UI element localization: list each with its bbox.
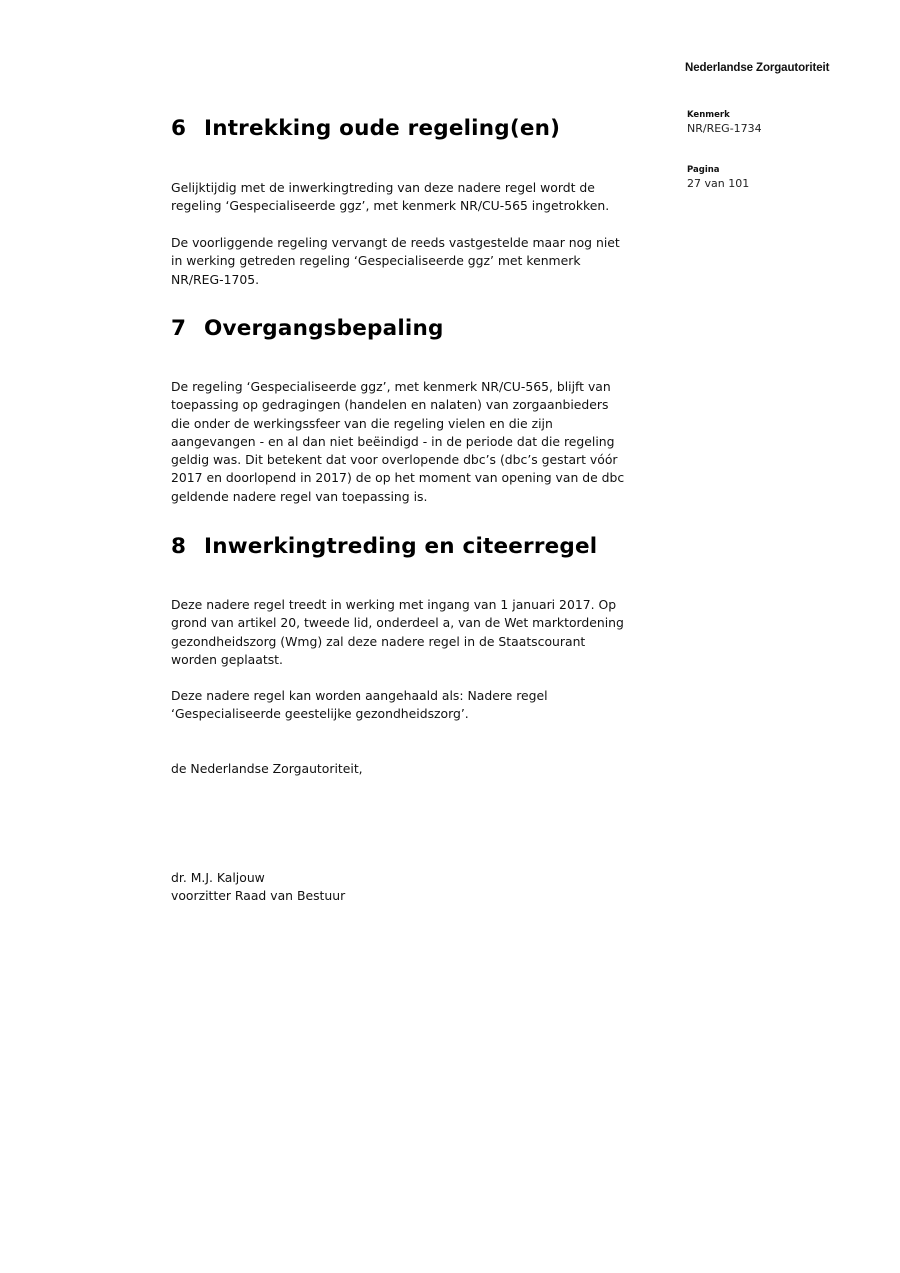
text-line: de Nederlandse Zorgautoriteit, <box>171 761 363 776</box>
signature-authority <box>171 760 691 778</box>
text-line: ‘Gespecialiseerde geestelijke gezondheidszorg’. <box>171 706 469 722</box>
signature-block <box>171 869 691 906</box>
text-line: NR/REG-1705. <box>171 271 260 287</box>
section-heading-7 <box>171 316 444 341</box>
text-line: De regeling ‘Gespecialiseerde ggz’, met kenmerk NR/CU-565, blijft van <box>171 379 611 394</box>
section-heading-6 <box>171 116 560 141</box>
signatory-role: voorzitter Raad van Bestuur <box>171 888 346 904</box>
text-line: die onder de werkingssfeer van die regeling vielen en die zijn <box>171 415 553 431</box>
text-line: gezondheidszorg (Wmg) zal deze nadere regel in de Staatscourant <box>171 633 586 649</box>
section-number: 7 <box>171 316 187 341</box>
pagina-block <box>687 165 749 190</box>
text-line: worden geplaatst. <box>171 651 283 667</box>
text-line: 2017 en doorlopend in 2017) de op het moment van opening van de dbc <box>171 470 625 486</box>
text-line: Gelijktijdig met de inwerkingtreding van deze nadere regel wordt de <box>171 180 595 195</box>
paragraph <box>171 687 691 724</box>
signatory-name: dr. M.J. Kaljouw <box>171 870 265 885</box>
text-line: Deze nadere regel kan worden aangehaald als: Nadere regel <box>171 688 548 703</box>
kenmerk-value: NR/REG-1734 <box>687 122 762 135</box>
section-heading-8 <box>171 534 597 559</box>
paragraph <box>171 179 691 216</box>
pagina-label: Pagina <box>687 165 720 175</box>
paragraph <box>171 234 691 289</box>
section-number: 6 <box>171 116 187 141</box>
pagina-value: 27 van 101 <box>687 177 750 190</box>
text-line: toepassing op gedragingen (handelen en nalaten) van zorgaanbieders <box>171 397 609 413</box>
text-line: aangevangen - en al dan niet beëindigd - in de periode dat die regeling <box>171 433 615 449</box>
section-title: Intrekking oude regeling(en) <box>204 116 561 141</box>
kenmerk-block <box>687 110 762 135</box>
text-line: De voorliggende regeling vervangt de reeds vastgestelde maar nog niet <box>171 235 620 250</box>
paragraph <box>171 378 691 506</box>
text-line: geldig was. Dit betekent dat voor overlopende dbc’s (dbc’s gestart vóór <box>171 452 618 468</box>
text-line: Deze nadere regel treedt in werking met ingang van 1 januari 2017. Op <box>171 597 617 612</box>
section-title: Inwerkingtreding en citeerregel <box>204 534 598 559</box>
text-line: regeling ‘Gespecialiseerde ggz’, met kenmerk NR/CU-565 ingetrokken. <box>171 198 610 214</box>
section-number: 8 <box>171 534 187 559</box>
kenmerk-label: Kenmerk <box>687 110 730 120</box>
section-title: Overgangsbepaling <box>204 316 444 341</box>
text-line: in werking getreden regeling ‘Gespecialiseerde ggz’ met kenmerk <box>171 253 581 269</box>
text-line: geldende nadere regel van toepassing is. <box>171 488 428 504</box>
organization-name: Nederlandse Zorgautoriteit <box>685 62 830 74</box>
paragraph <box>171 596 691 669</box>
text-line: grond van artikel 20, tweede lid, onderdeel a, van de Wet marktordening <box>171 615 624 631</box>
